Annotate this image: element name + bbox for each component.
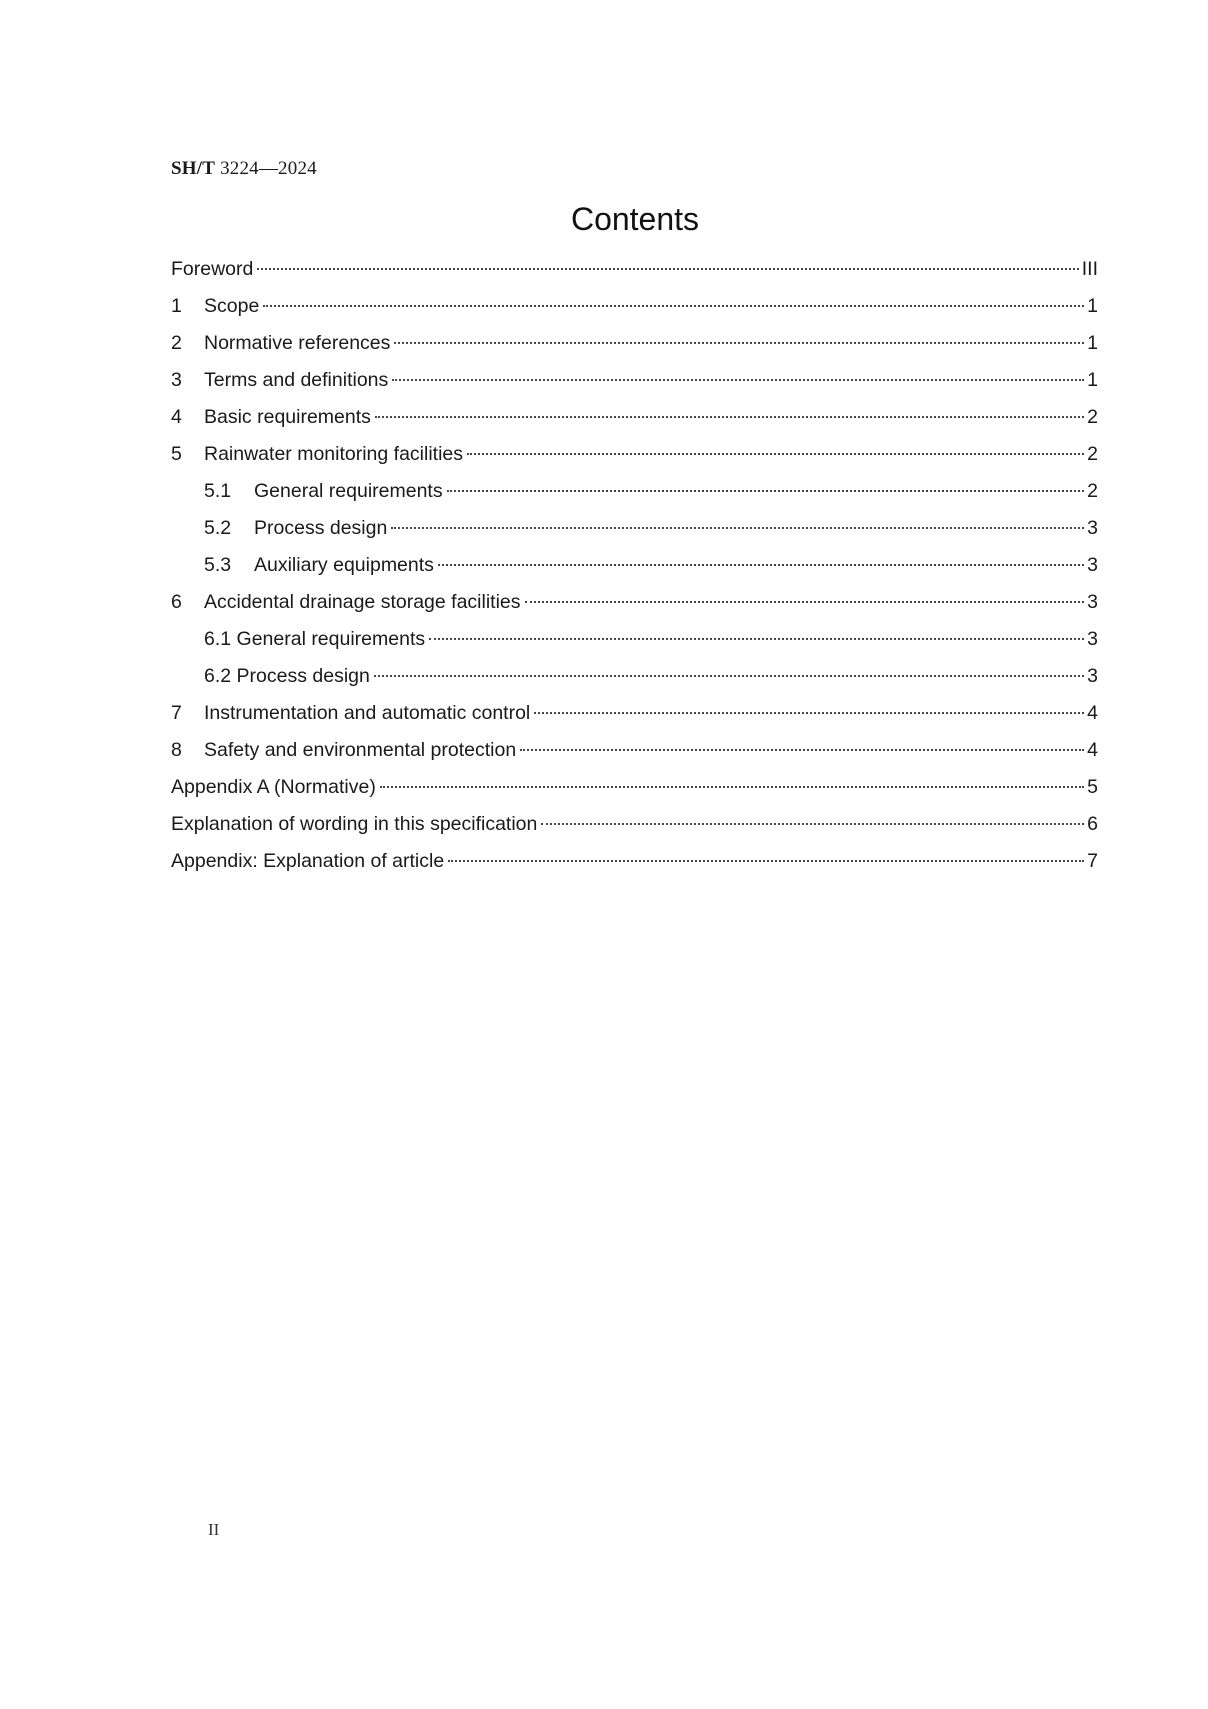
toc-entry-label: Foreword	[171, 258, 254, 280]
toc-entry[interactable]	[171, 440, 1098, 477]
toc-entry-page: 3	[1087, 628, 1098, 650]
toc-entry[interactable]	[171, 329, 1098, 366]
toc-entry-page: 3	[1087, 665, 1098, 687]
toc-entry-label: Appendix: Explanation of article	[171, 850, 445, 872]
toc-entry-page: 3	[1087, 517, 1098, 539]
standard-code-number: 3224—2024	[220, 158, 317, 179]
toc-entry[interactable]	[171, 810, 1098, 847]
toc-entry[interactable]	[171, 699, 1098, 736]
toc-entry-page: 4	[1087, 702, 1098, 724]
page-number: II	[208, 1520, 220, 1539]
toc-entry-label: Scope	[204, 295, 260, 317]
toc-entry-page: 3	[1087, 591, 1098, 613]
toc-dot-leader	[525, 600, 1085, 603]
toc-entry[interactable]	[171, 662, 1098, 699]
toc-entry[interactable]	[171, 847, 1098, 884]
table-of-contents	[171, 255, 1098, 884]
standard-code-prefix: SH/T	[171, 158, 216, 179]
toc-dot-leader	[447, 489, 1085, 492]
toc-entry-page: 3	[1087, 554, 1098, 576]
toc-dot-leader	[541, 822, 1084, 825]
toc-entry-number: 5	[171, 443, 182, 465]
toc-entry-label: General requirements	[254, 480, 443, 502]
toc-entry-label: Accidental drainage storage facilities	[204, 591, 521, 613]
toc-entry-number: 1	[171, 295, 182, 317]
toc-dot-leader	[520, 748, 1084, 751]
toc-entry-number: 7	[171, 702, 182, 724]
toc-dot-leader	[380, 785, 1084, 788]
toc-entry[interactable]	[171, 551, 1098, 588]
toc-entry-page: 2	[1087, 406, 1098, 428]
toc-entry-number: 2	[171, 332, 182, 354]
toc-entry[interactable]	[171, 773, 1098, 810]
toc-entry-page: 1	[1087, 369, 1098, 391]
toc-entry-number: 6	[171, 591, 182, 613]
toc-entry-label: Process design	[254, 517, 388, 539]
toc-entry[interactable]	[171, 292, 1098, 329]
toc-dot-leader	[467, 452, 1084, 455]
toc-dot-leader	[391, 526, 1084, 529]
toc-entry-label: 6.2 Process design	[204, 665, 370, 687]
toc-entry-label: Appendix A (Normative)	[171, 776, 376, 798]
toc-dot-leader	[374, 674, 1084, 677]
toc-entry-number: 5.2	[204, 517, 232, 539]
toc-entry-page: 7	[1087, 850, 1098, 872]
toc-entry-number: 4	[171, 406, 182, 428]
toc-dot-leader	[429, 637, 1084, 640]
toc-entry-label: Instrumentation and automatic control	[204, 702, 531, 724]
toc-entry-number: 5.1	[204, 480, 232, 502]
toc-entry[interactable]	[171, 255, 1098, 292]
toc-dot-leader	[257, 267, 1078, 270]
toc-dot-leader	[534, 711, 1084, 714]
toc-entry-page: 4	[1087, 739, 1098, 761]
toc-entry[interactable]	[171, 625, 1098, 662]
toc-dot-leader	[392, 378, 1084, 381]
toc-entry-page: 1	[1087, 295, 1098, 317]
toc-entry-label: Rainwater monitoring facilities	[204, 443, 464, 465]
toc-entry-label: Normative references	[204, 332, 391, 354]
toc-dot-leader	[438, 563, 1084, 566]
toc-entry-page: 1	[1087, 332, 1098, 354]
toc-entry-number: 5.3	[204, 554, 232, 576]
toc-entry[interactable]	[171, 588, 1098, 625]
toc-dot-leader	[394, 341, 1084, 344]
toc-entry[interactable]	[171, 514, 1098, 551]
toc-entry-label: 6.1 General requirements	[204, 628, 426, 650]
toc-entry[interactable]	[171, 736, 1098, 773]
toc-entry-number: 8	[171, 739, 182, 761]
toc-dot-leader	[448, 859, 1084, 862]
toc-entry-page: 6	[1087, 813, 1098, 835]
toc-entry-page: III	[1081, 258, 1098, 280]
toc-entry-label: Safety and environmental protection	[204, 739, 517, 761]
toc-entry-page: 2	[1087, 443, 1098, 465]
toc-entry-page: 5	[1087, 776, 1098, 798]
toc-entry-label: Basic requirements	[204, 406, 371, 428]
toc-dot-leader	[263, 304, 1084, 307]
toc-entry[interactable]	[171, 366, 1098, 403]
toc-entry-label: Terms and definitions	[204, 369, 389, 391]
toc-entry-number: 3	[171, 369, 182, 391]
toc-entry[interactable]	[171, 403, 1098, 440]
toc-entry-page: 2	[1087, 480, 1098, 502]
contents-title: Contents	[570, 201, 700, 237]
standard-code	[171, 158, 317, 180]
toc-entry-label: Auxiliary equipments	[254, 554, 434, 576]
toc-entry[interactable]	[171, 477, 1098, 514]
toc-entry-label: Explanation of wording in this specification	[171, 813, 538, 835]
toc-dot-leader	[375, 415, 1084, 418]
